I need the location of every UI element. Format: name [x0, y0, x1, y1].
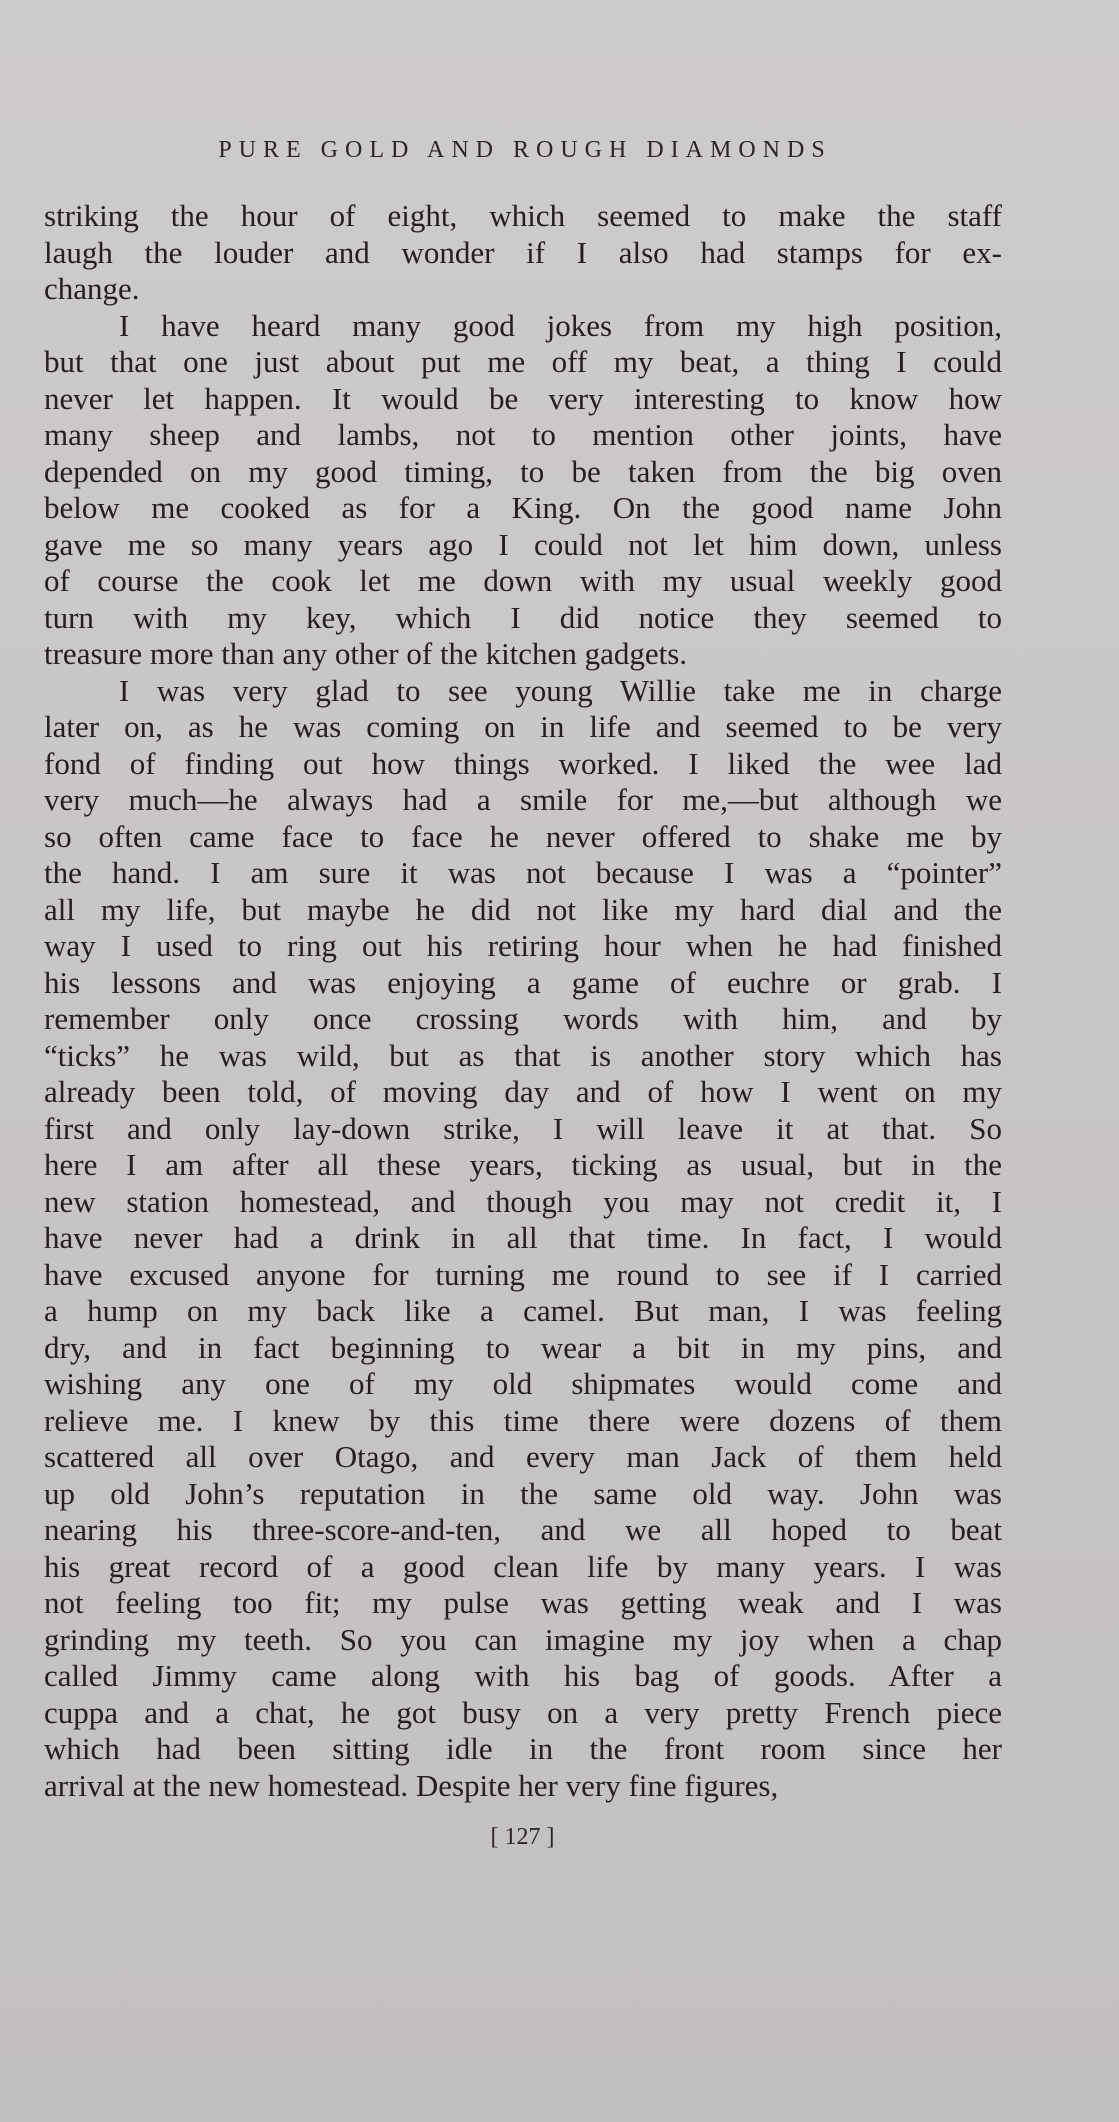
text-line: dry, and in fact beginning to wear a bit in my pins, and — [44, 1329, 1002, 1365]
text-line: depended on my good timing, to be taken from the big oven — [44, 453, 1002, 489]
text-line: which had been sitting idle in the front room since her — [44, 1731, 1002, 1766]
text-line: have excused anyone for turning me round to see if I carried — [44, 1256, 1002, 1292]
text-line: change. — [44, 271, 140, 306]
text-line: first and only lay-down strike, I will leave it at that. So — [44, 1110, 1002, 1146]
text-line: his great record of a good clean life by many years. I was — [44, 1548, 1002, 1584]
text-line: the hand. I am sure it was not because I was a “pointer” — [44, 855, 1002, 890]
text-line: already been told, of moving day and of how I went on my — [44, 1074, 1002, 1109]
running-title: PURE GOLD AND ROUGH DIAMONDS — [218, 137, 832, 163]
text-line: called Jimmy came along with his bag of goods. After a — [44, 1658, 1002, 1693]
text-line: grinding my teeth. So you can imagine my joy when a chap — [44, 1621, 1002, 1657]
text-line: nearing his three-score-and-ten, and we all hoped to beat — [44, 1512, 1002, 1547]
text-line: here I am after all these years, ticking as usual, but in the — [44, 1147, 1002, 1182]
paragraph — [44, 198, 1002, 308]
text-line: way I used to ring out his retiring hour when he had finished — [44, 928, 1002, 963]
text-line: very much—he always had a smile for me,—but although we — [44, 782, 1002, 817]
text-line: all my life, but maybe he did not like my hard dial and the — [44, 891, 1002, 927]
text-line: never let happen. It would be very interesting to know how — [44, 380, 1002, 416]
text-line: striking the hour of eight, which seemed to make the staff — [44, 198, 1002, 233]
paragraph — [44, 673, 1002, 1805]
text-line: “ticks” he was wild, but as that is another story which has — [44, 1037, 1002, 1073]
text-line: laugh the louder and wonder if I also had stamps for ex- — [44, 234, 1002, 270]
text-line: scattered all over Otago, and every man Jack of them held — [44, 1439, 1002, 1474]
text-line: not feeling too fit; my pulse was getting weak and I was — [44, 1585, 1002, 1620]
page-number: [ 127 ] — [490, 1824, 555, 1850]
text-line: have never had a drink in all that time. In fact, I would — [44, 1220, 1002, 1255]
text-line: a hump on my back like a camel. But man, I was feeling — [44, 1293, 1002, 1328]
text-line: wishing any one of my old shipmates would come and — [44, 1366, 1002, 1401]
text-line: many sheep and lambs, not to mention other joints, have — [44, 417, 1002, 452]
text-line: arrival at the new homestead. Despite her very fine figures, — [44, 1767, 779, 1803]
text-line: fond of finding out how things worked. I liked the wee lad — [44, 745, 1002, 781]
text-line: cuppa and a chat, he got busy on a very pretty French piece — [44, 1694, 1002, 1730]
text-line: gave me so many years ago I could not let him down, unless — [44, 526, 1002, 562]
text-line: of course the cook let me down with my usual weekly good — [44, 563, 1002, 598]
text-line: remember only once crossing words with him, and by — [44, 1001, 1002, 1036]
text-line: new station homestead, and though you may not credit it, I — [44, 1183, 1002, 1219]
text-line: relieve me. I knew by this time there were dozens of them — [44, 1402, 1002, 1438]
text-line: treasure more than any other of the kitchen gadgets. — [44, 636, 688, 671]
text-line: later on, as he was coming on in life and seemed to be very — [44, 709, 1002, 744]
text-line: below me cooked as for a King. On the good name John — [44, 490, 1002, 525]
text-line: I have heard many good jokes from my high position, — [119, 307, 1002, 343]
text-line: so often came face to face he never offered to shake me by — [44, 818, 1002, 854]
text-line: but that one just about put me off my beat, a thing I could — [44, 344, 1002, 379]
text-line: I was very glad to see young Willie take me in charge — [119, 672, 1002, 708]
text-line: up old John’s reputation in the same old way. John was — [44, 1475, 1002, 1511]
paragraph — [44, 308, 1002, 673]
text-line: his lessons and was enjoying a game of euchre or grab. I — [44, 964, 1002, 1000]
body-text — [44, 198, 1002, 1804]
text-line: turn with my key, which I did notice they seemed to — [44, 599, 1002, 635]
